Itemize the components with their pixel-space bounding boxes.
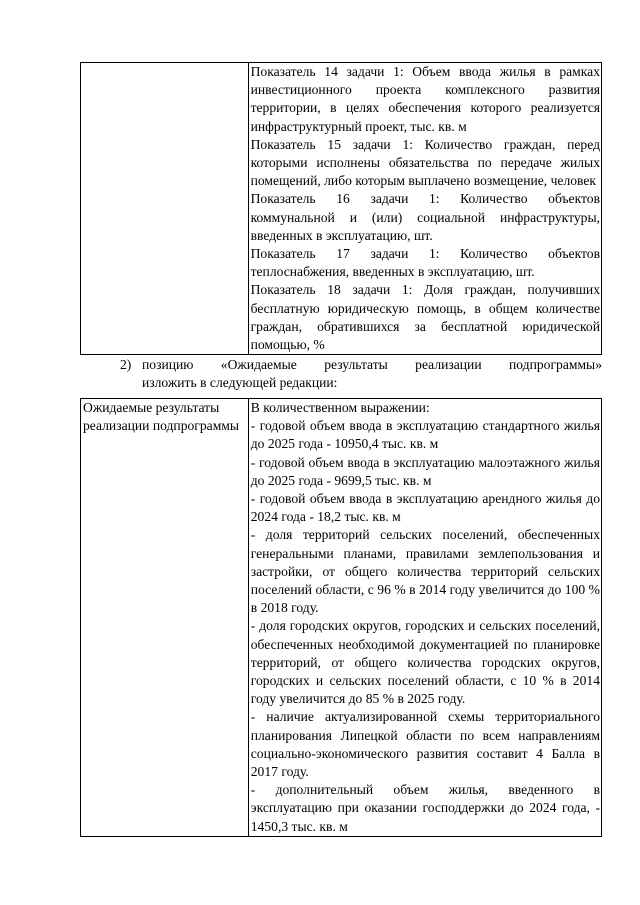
instruction-line-1	[120, 356, 602, 374]
expected-results-content	[248, 399, 601, 837]
indicator-14: Показатель 14 задачи 1: Объем ввода жилья в рамках инвестиционного проекта комплексного развития территории, в целях обеспечения которого реализуется инфраструктурный проект, тыс. кв. м	[250, 64, 600, 134]
table-right-cell	[248, 63, 601, 355]
result-item: - наличие актуализированной схемы территориального планирования Липецкой области по всем направлениям социально-экономического развития составит 4 Балла в 2017 году.	[250, 709, 600, 780]
indicators-table-fragment	[80, 62, 602, 355]
indicator-15: Показатель 15 задачи 1: Количество граждан, перед которыми исполнены обязательства по передаче жилых помещений, либо которым выплачено возмещение, человек	[250, 136, 600, 189]
indicator-18: Показатель 18 задачи 1: Доля граждан, получивших бесплатную юридическую помощь, в общем количестве граждан, обратившихся за бесплатной юридической помощью, %	[250, 282, 600, 353]
amendment-instruction	[120, 356, 602, 392]
result-item: - годовой объем ввода в эксплуатацию малоэтажного жилья до 2025 года - 9699,5 тыс. кв. м	[250, 454, 600, 488]
instruction-number: 2)	[120, 357, 132, 372]
result-item: - дополнительный объем жилья, введенного в эксплуатацию при оказании господдержки до 2024 года, - 1450,3 тыс. кв. м	[250, 782, 600, 834]
expected-results-table	[80, 398, 602, 837]
result-item: - доля территорий сельских поселений, обеспеченных генеральными планами, правилами землепользования и застройки, от общего количества территорий сельских поселений области, с 96 % в 2014 году увеличится до 100 % в 2018 году.	[250, 527, 600, 616]
expected-results-intro: В количественном выражении:	[250, 400, 430, 415]
table-left-cell	[81, 63, 249, 355]
expected-results-label: Ожидаемые результаты реализации подпрограммы	[81, 399, 249, 837]
table-row	[81, 63, 602, 355]
instruction-line-2: изложить в следующей редакции:	[142, 375, 338, 391]
result-item: - годовой объем ввода в эксплуатацию стандартного жилья до 2025 года - 10950,4 тыс. кв. м	[250, 418, 600, 452]
table-row	[81, 399, 602, 837]
result-item: - годовой объем ввода в эксплуатацию арендного жилья до 2024 года - 18,2 тыс. кв. м	[250, 491, 600, 525]
instruction-text: позицию «Ожидаемые результаты реализации подпрограммы»	[142, 357, 602, 372]
result-item: - доля городских округов, городских и сельских поселений, обеспеченных необходимой документацией по планировке территорий, от общего количества городских округов, городских и сельских поселений области, с 10 % в 2014 году увеличится до 85 % в 2025 году.	[250, 618, 600, 707]
indicator-17: Показатель 17 задачи 1: Количество объектов теплоснабжения, введенных в эксплуатацию, шт.	[250, 246, 600, 280]
indicator-16: Показатель 16 задачи 1: Количество объектов коммунальной и (или) социальной инфраструктуры, введенных в эксплуатацию, шт.	[250, 191, 600, 243]
